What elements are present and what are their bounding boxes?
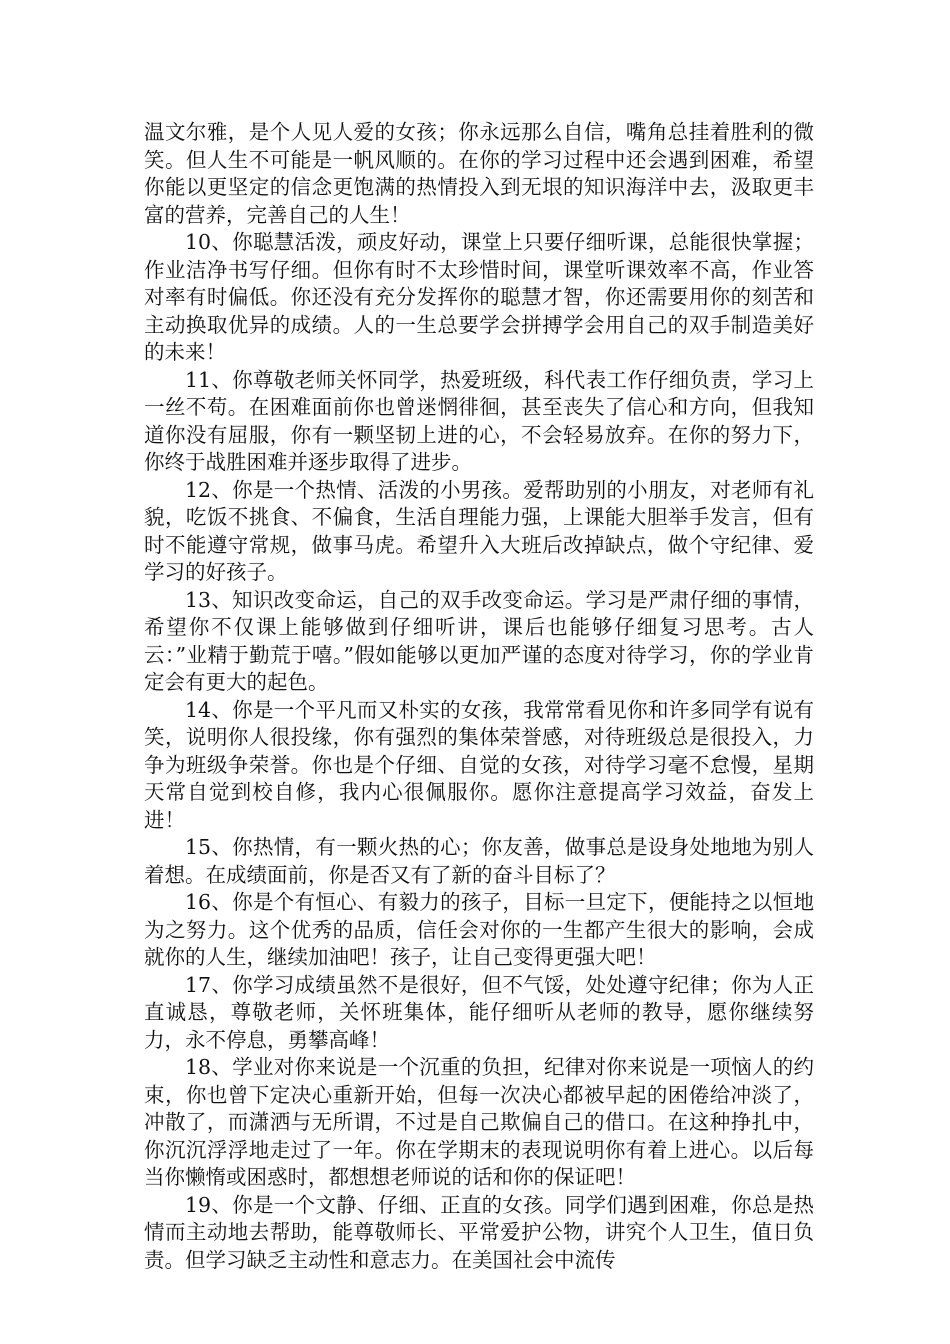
paragraph-19: 19、你是一个文静、仔细、正直的女孩。同学们遇到困难，你总是热情而主动地去帮助，能尊敬师长、平常爱护公物，讲究个人卫生，值日负责。但学习缺乏主动性和意志力。在美国社会中流传 (144, 1192, 814, 1272)
paragraph-18: 18、学业对你来说是一个沉重的负担，纪律对你来说是一项恼人的约束，你也曾下定决心重新开始，但每一次决心都被早起的困倦给冲淡了，冲散了，而潇洒与无所谓，不过是自己欺偏自己的借口。在这种挣扎中，你沉沉浮浮地走过了一年。你在学期末的表现说明你有着上进心。以后每当你懒惰或困惑时，都想想老师说的话和你的保证吧！ (144, 1055, 814, 1189)
paragraph-15: 15、你热情，有一颗火热的心；你友善，做事总是设身处地地为别人着想。在成绩面前，你是否又有了新的奋斗目标了？ (144, 835, 814, 887)
paragraph-12: 12、你是一个热情、活泼的小男孩。爱帮助别的小朋友，对老师有礼貌，吃饭不挑食、不偏食，生活自理能力强，上课能大胆举手发言，但有时不能遵守常规，做事马虎。希望升入大班后改掉缺点，做个守纪律、爱学习的好孩子。 (144, 477, 814, 584)
paragraph-14: 14、你是一个平凡而又朴实的女孩，我常常看见你和许多同学有说有笑，说明你人很投缘，你有强烈的集体荣誉感，对待班级总是很投入，力争为班级争荣誉。你也是个仔细、自觉的女孩，对待学习毫不怠慢，星期天常自觉到校自修，我内心很佩服你。愿你注意提高学习效益，奋发上进！ (144, 697, 814, 832)
paragraph-16: 16、你是个有恒心、有毅力的孩子，目标一旦定下，便能持之以恒地为之努力。这个优秀的品质，信任会对你的一生都产生很大的影响，会成就你的人生，继续加油吧！孩子，让自己变得更强大吧！ (144, 890, 814, 969)
document-body (144, 119, 814, 1274)
paragraph-13: 13、知识改变命运，自己的双手改变命运。学习是严肃仔细的事情，希望你不仅课上能够做到仔细听讲，课后也能够仔细复习思考。古人云：”业精于勤荒于嘻。”假如能够以更加严谨的态度对待学习，你的学业肯定会有更大的起色。 (144, 587, 814, 694)
paragraph-17: 17、你学习成绩虽然不是很好，但不气馁，处处遵守纪律；你为人正直诚恳，尊敬老师，关怀班集体，能仔细听从老师的教导，愿你继续努力，永不停息，勇攀高峰！ (144, 972, 814, 1052)
paragraph-10: 10、你聪慧活泼，顽皮好动，课堂上只要仔细听课，总能很快掌握；作业洁净书写仔细。但你有时不太珍惜时间，课堂听课效率不高，作业答对率有时偏低。你还没有充分发挥你的聪慧才智，你还需要用你的刻苦和主动换取优异的成绩。人的一生总要学会拼搏学会用自己的双手制造美好的未来！ (144, 230, 814, 364)
paragraph: 温文尔雅，是个人见人爱的女孩；你永远那么自信，嘴角总挂着胜利的微笑。但人生不可能是一帆风顺的。在你的学习过程中还会遇到困难，希望你能以更坚定的信念更饱满的热情投入到无垠的知识海洋中去，汲取更丰富的营养，完善自己的人生！ (144, 120, 814, 227)
paragraph-11: 11、你尊敬老师关怀同学，热爱班级，科代表工作仔细负责，学习上一丝不苟。在困难面前你也曾迷惘徘徊，甚至丧失了信心和方向，但我知道你没有屈服，你有一颗坚韧上进的心，不会轻易放弃。在你的努力下，你终于战胜困难并逐步取得了进步。 (144, 367, 814, 474)
